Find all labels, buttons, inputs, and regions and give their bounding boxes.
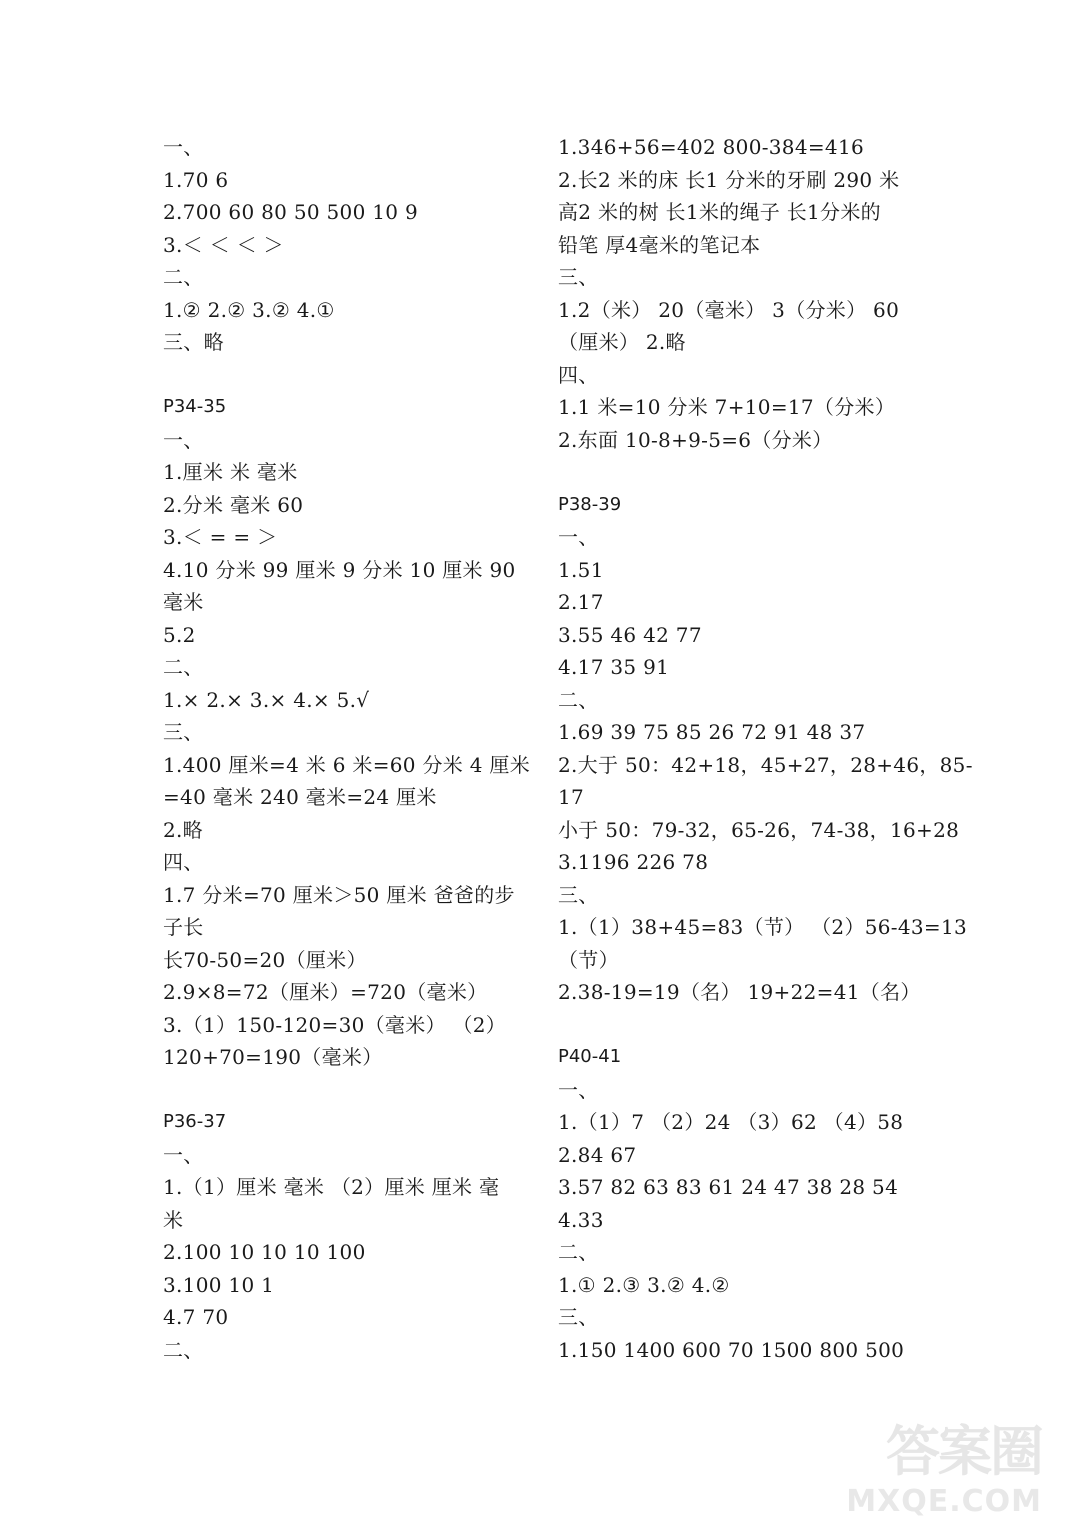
spacer xyxy=(558,1009,938,1042)
answer-line: 1.（1）厘米 毫米 （2）厘米 厘米 毫 xyxy=(163,1175,500,1199)
watermark-logo: 答案圈 xyxy=(886,1420,1042,1483)
answer-line: 一、 xyxy=(558,1077,599,1102)
answer-line: 二、 xyxy=(163,265,204,289)
answer-line: 1.1 米=10 分米 7+10=17（分米） xyxy=(558,395,896,419)
answer-line: 4.33 xyxy=(558,1207,604,1232)
watermark xyxy=(846,1409,1042,1519)
answer-line: 1.70 6 xyxy=(163,167,229,192)
answer-line: =40 毫米 240 毫米=24 厘米 xyxy=(163,785,437,809)
answer-line: 3.1196 226 78 xyxy=(558,850,709,874)
answer-line: 1.346+56=402 800-384=416 xyxy=(558,135,864,159)
answer-line: 毫米 xyxy=(163,590,204,614)
answer-line: 1.（1）38+45=83（节） （2）56-43=13 xyxy=(558,915,968,939)
answer-line: 2.100 10 10 10 100 xyxy=(163,1240,366,1264)
answer-line: 2.38-19=19（名） 19+22=41（名） xyxy=(558,980,921,1004)
answer-line: 2.17 xyxy=(558,590,604,614)
answer-line: 3.100 10 1 xyxy=(163,1272,275,1297)
answer-line: 4.7 70 xyxy=(163,1305,229,1329)
answer-line: 二、 xyxy=(163,1337,204,1362)
answer-line: （厘米） 2.略 xyxy=(558,330,686,354)
answer-line: 17 xyxy=(558,785,585,809)
answer-line: 2.9×8=72（厘米）=720（毫米） xyxy=(163,980,488,1004)
answer-line: 米 xyxy=(163,1207,184,1232)
answer-line: 3.＜ = = ＞ xyxy=(163,525,278,549)
answer-line: 二、 xyxy=(163,655,204,679)
answer-line: 三、 xyxy=(163,720,204,744)
answer-line: 2.分米 毫米 60 xyxy=(163,492,304,517)
answer-line: 3.（1）150-120=30（毫米） （2） xyxy=(163,1012,507,1037)
answer-line: 三、略 xyxy=(163,330,224,354)
page-range-heading: P36-37 xyxy=(163,1111,227,1132)
answer-line: 三、 xyxy=(558,1305,599,1329)
answer-line: 2.大于 50：42+18，45+27，28+46，85- xyxy=(558,752,973,777)
answer-line: 1.× 2.× 3.× 4.× 5.√ xyxy=(163,687,370,712)
spacer xyxy=(163,1074,543,1107)
answer-line: 1.② 2.② 3.② 4.① xyxy=(163,297,335,322)
answer-line: 一、 xyxy=(163,427,204,452)
answer-line: 4.17 35 91 xyxy=(558,655,670,679)
answer-line: 2.700 60 80 50 500 10 9 xyxy=(163,200,418,224)
answer-line: 5.2 xyxy=(163,622,196,647)
answer-line: 一、 xyxy=(163,135,204,159)
right-answer-column xyxy=(558,131,973,1366)
page-range-heading: P38-39 xyxy=(558,493,622,515)
answer-line: 1.51 xyxy=(558,557,604,582)
spacer xyxy=(163,359,543,392)
page-range-heading: P40-41 xyxy=(558,1046,622,1067)
answer-line: 小于 50：79-32，65-26，74-38，16+28 xyxy=(558,817,960,842)
answer-line: 3.57 82 63 83 61 24 47 38 28 54 xyxy=(558,1175,899,1199)
answer-line: （节） xyxy=(558,947,619,972)
watermark-site: MXQE.COM xyxy=(846,1484,1042,1519)
answer-line: 1.① 2.③ 3.② 4.② xyxy=(558,1272,730,1297)
answer-line: 长70-50=20（厘米） xyxy=(163,947,367,972)
answer-line: 二、 xyxy=(558,1240,599,1264)
answer-line: 2.东面 10-8+9-5=6（分米） xyxy=(558,427,833,452)
answer-line: 1.（1）7 （2）24 （3）62 （4）58 xyxy=(558,1110,904,1134)
answer-line: 3.＜ ＜ ＜ ＞ xyxy=(163,232,284,257)
answer-line: 2.略 xyxy=(163,817,203,842)
answer-line: 1.69 39 75 85 26 72 91 48 37 xyxy=(558,720,866,744)
answer-line: 一、 xyxy=(163,1142,204,1167)
page-range-heading: P34-35 xyxy=(163,396,227,417)
answer-line: 4.10 分米 99 厘米 9 分米 10 厘米 90 xyxy=(163,557,516,582)
answer-line: 三、 xyxy=(558,882,599,907)
answer-line: 铅笔 厚4毫米的笔记本 xyxy=(558,232,761,257)
answer-line: 1.150 1400 600 70 1500 800 500 xyxy=(558,1337,905,1362)
answer-line: 1.7 分米=70 厘米＞50 厘米 爸爸的步 xyxy=(163,882,515,907)
answer-line: 1.厘米 米 毫米 xyxy=(163,460,298,484)
answer-line: 四、 xyxy=(163,850,204,874)
answer-line: 2.84 67 xyxy=(558,1142,637,1167)
answer-line: 2.长2 米的床 长1 分米的牙刷 290 米 xyxy=(558,167,900,192)
answer-line: 子长 xyxy=(163,915,204,939)
answer-line: 120+70=190（毫米） xyxy=(163,1045,383,1069)
left-answer-column xyxy=(163,131,543,1366)
answer-line: 三、 xyxy=(558,265,599,289)
answer-line: 1.400 厘米=4 米 6 米=60 分米 4 厘米 xyxy=(163,752,530,777)
answer-line: 高2 米的树 长1米的绳子 长1分米的 xyxy=(558,200,881,224)
answer-line: 一、 xyxy=(558,525,599,549)
answer-line: 二、 xyxy=(558,687,599,712)
answer-line: 四、 xyxy=(558,362,599,387)
answer-line: 3.55 46 42 77 xyxy=(558,622,702,647)
spacer xyxy=(558,456,938,489)
answer-line: 1.2（米） 20（毫米） 3（分米） 60 xyxy=(558,297,900,322)
